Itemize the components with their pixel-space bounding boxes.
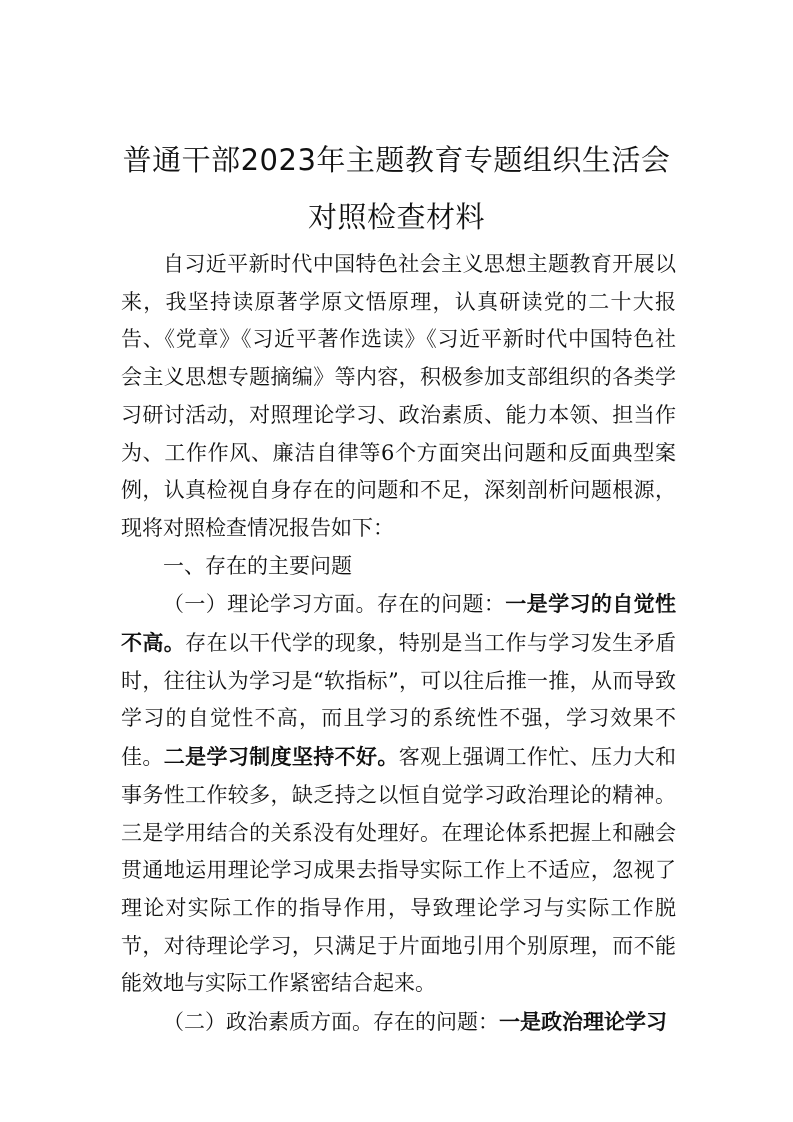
- subsection-label: （一）理论学习方面。: [163, 592, 377, 617]
- subsection-label: （二）政治素质方面。: [163, 1010, 373, 1035]
- problem-point-bold: 一是政治理论学习: [499, 1009, 667, 1035]
- section-heading: 一、存在的主要问题: [163, 553, 352, 578]
- problem-lead: 存在的问题：: [373, 1010, 499, 1035]
- document-title-line-2: 对照检查材料: [307, 200, 485, 234]
- document-body: [121, 246, 676, 1042]
- problem-point-bold: 二是学习制度坚持不好。: [163, 744, 399, 770]
- political-quality-paragraph: [121, 1003, 676, 1042]
- intro-paragraph: 自习近平新时代中国特色社会主义思想主题教育开展以来，我坚持读原著学原文悟原理，认真研读党的二十大报告、《党章》《习近平著作选读》《习近平新时代中国特色社会主义思想专题摘编》等内容，积极参加支部组织的各类学习研讨活动，对照理论学习、政治素质、能力本领、担当作为、工作作风、廉洁自律等6个方面突出问题和反面典型案例，认真检视自身存在的问题和不足，深刻剖析问题根源，现将对照检查情况报告如下：: [121, 252, 676, 540]
- document-title-line-1: 普通干部2023年主题教育专题组织生活会: [122, 143, 671, 177]
- problem-lead: 存在的问题：: [376, 592, 506, 617]
- problem-point-bold: 一是学习的自觉性不高。: [121, 591, 677, 656]
- theory-study-paragraph: [121, 585, 676, 1003]
- problem-point-text: 客观上强调工作忙、压力大和事务性工作较多，缺乏持之以恒自觉学习政治理论的精神。三是学用结合的关系没有处理好。在理论体系把握上和融会贯通地运用理论学习成果去指导实际工作上不适应，忽视了理论对实际工作的指导作用，导致理论学习与实际工作脱节，对待理论学习，只满足于片面地引用个别原理，而不能能效地与实际工作紧密结合起来。: [121, 745, 677, 996]
- problem-point-text: 存在以干代学的现象，特别是当工作与学习发生矛盾时，往往认为学习是“软指标”，可以往后推一推，从而导致学习的自觉性不高，而且学习的系统性不强，学习效果不佳。: [121, 631, 677, 770]
